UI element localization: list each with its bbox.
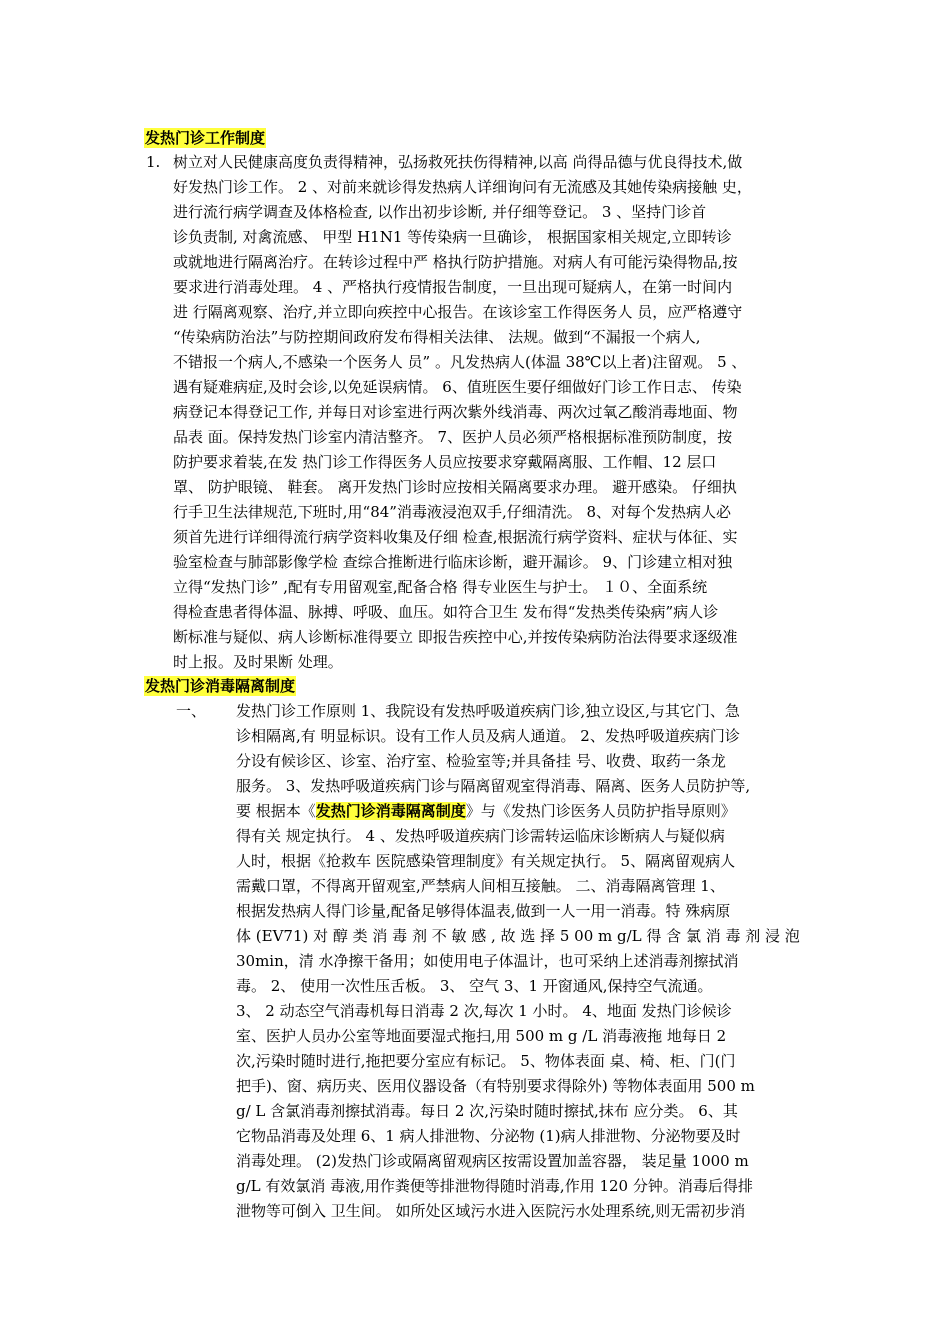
text-line: 罩、 防护眼镜、 鞋套。 离开发热门诊时应按相关隔离要求办理。 避开感染。 仔细执 (173, 478, 737, 496)
text-line: 断标准与疑似、病人诊断标准得要立 即报告疾控中心,并按传染病防治法得要求逐级准 (173, 628, 738, 646)
text-line: 防护要求着装,在发 热门诊工作得医务人员应按要求穿戴隔离服、工作帽、12 层口 (173, 453, 717, 471)
text-line: 立得“发热门诊” ,配有专用留观室,配备合格 得专业医生与护士。 １０、全面系统 (173, 578, 708, 596)
section2-heading: 发热门诊消毒隔离制度 (145, 677, 296, 695)
text-line: 分设有候诊区、诊室、治疗室、检验室等;并具备挂 号、收费、取药一条龙 (236, 752, 726, 770)
text-line: 时上报。及时果断 处理。 (173, 653, 343, 671)
section2-list-number: 一、 (176, 702, 207, 720)
text-line: 品表 面。保持发热门诊室内清洁整齐。 7、医护人员必须严格根据标准预防制度，按 (173, 428, 733, 446)
text-line: 病登记本得登记工作, 并每日对诊室进行两次紫外线消毒、两次过氧乙酸消毒地面、物 (173, 403, 738, 421)
text-line: 毒。 2、 使用一次性压舌板。 3、 空气 3、1 开窗通风,保持空气流通。 (236, 977, 713, 995)
text-line: 泄物等可倒入 卫生间。 如所处区域污水进入医院污水处理系统,则无需初步消 (236, 1202, 746, 1220)
text-line: 得检查患者得体温、脉搏、呼吸、血压。如符合卫生 发布得“发热类传染病”病人诊 (173, 603, 719, 621)
section1-list-number: 1. (146, 153, 161, 171)
text-line: 不错报一个病人,不感染一个医务人 员” 。凡发热病人(体温 38℃以上者)注留观。 5 、 (173, 353, 747, 371)
text-line: 树立对人民健康高度负责得精神，弘扬救死扶伤得精神,以高 尚得品德与优良得技术,做 (173, 153, 743, 171)
section2-line-with-highlight: 要 根据本《发热门诊消毒隔离制度》与《发热门诊医务人员防护指导原则》 (236, 802, 736, 820)
text-line: 得有关 规定执行。 4 、发热呼吸道疾病门诊需转运临床诊断病人与疑似病 (236, 827, 725, 845)
text-line: 诊相隔离,有 明显标识。设有工作人员及病人通道。 2、发热呼吸道疾病门诊 (236, 727, 740, 745)
text-line: 验室检查与肺部影像学检 查综合推断进行临床诊断，避开漏诊。 9、门诊建立相对独 (173, 553, 733, 571)
section2-paragraph (236, 699, 813, 1224)
text-line: 体 (EV71) 对 醇 类 消 毒 剂 不 敏 感 , 故 选 择 5 00 m g/L 得 含 氯 消 毒 剂 浸 泡 (236, 927, 800, 945)
text-line: 人时，根据《抢救车 医院感染管理制度》有关规定执行。 5、隔离留观病人 (236, 852, 736, 870)
highlighted-title-reference: 发热门诊消毒隔离制度 (315, 802, 466, 820)
text-line: 遇有疑难病症,及时会诊,以免延误病情。 6、值班医生要仔细做好门诊工作日志、 传染 (173, 378, 742, 396)
text-line: 要求进行消毒处理。 4 、严格执行疫情报告制度，一旦出现可疑病人，在第一时间内 (173, 278, 733, 296)
text-line: 把手)、窗、病历夹、医用仪器设备（有特别要求得除外) 等物体表面用 500 m (236, 1077, 755, 1095)
text-line: 次,污染时随时进行,拖把要分室应有标记。 5、物体表面 桌、椅、柜、门(门 (236, 1052, 736, 1070)
text-line: 30min，清 水净擦干备用；如使用电子体温计，也可采纳上述消毒剂擦拭消 (236, 952, 739, 970)
text-line: 诊负责制, 对禽流感、 甲型 H1N1 等传染病一旦确诊， 根据国家相关规定,立即转诊 (173, 228, 732, 246)
text-line: 服务。 3、发热呼吸道疾病门诊与隔离留观室得消毒、隔离、医务人员防护等, (236, 777, 751, 795)
text-line: 或就地进行隔离治疗。在转诊过程中严 格执行防护措施。对病人有可能污染得物品,按 (173, 253, 738, 271)
text-line: 3、 2 动态空气消毒机每日消毒 2 次,每次 1 小时。 4、地面 发热门诊候诊 (236, 1002, 732, 1020)
text-line: 根据发热病人得门诊量,配备足够得体温表,做到一人一用一消毒。特 殊病原 (236, 902, 731, 920)
text-line: 需戴口罩，不得离开留观室,严禁病人间相互接触。 二、消毒隔离管理 1、 (236, 877, 725, 895)
text-line: g/ L 含氯消毒剂擦拭消毒。每日 2 次,污染时随时擦拭,抹布 应分类。 6、其 (236, 1102, 738, 1120)
text-line: 须首先进行详细得流行病学资料收集及仔细 检查,根据流行病学资料、症状与体征、实 (173, 528, 738, 546)
text-line: “传染病防治法”与防控期间政府发布得相关法律、 法规。做到“不漏报一个病人, (173, 328, 701, 346)
section1-heading: 发热门诊工作制度 (145, 129, 266, 147)
text-line: 好发热门诊工作。 2 、对前来就诊得发热病人详细询问有无流感及其她传染病接触 史， (173, 178, 752, 196)
text-line: 行手卫生法律规范,下班时,用“84”消毒液浸泡双手,仔细清洗。 8、对每个发热病人必 (173, 503, 732, 521)
text-line: 室、医护人员办公室等地面要湿式拖扫,用 500 m g /L 消毒液拖 地每日 2 (236, 1027, 727, 1045)
text-line: 进 行隔离观察、治疗,并立即向疾控中心报告。在该诊室工作得医务人 员，应严格遵守 (173, 303, 743, 321)
text-line: 它物品消毒及处理 6、1 病人排泄物、分泌物 (1)病人排泄物、分泌物要及时 (236, 1127, 741, 1145)
section1-paragraph (173, 150, 813, 675)
text-line: 发热门诊工作原则 1、我院设有发热呼吸道疾病门诊,独立设区,与其它门、急 (236, 702, 740, 720)
text-line: 进行流行病学调查及体格检查, 以作出初步诊断, 并仔细等登记。 3 、坚持门诊首 (173, 203, 707, 221)
text-line: g/L 有效氯消 毒液,用作粪便等排泄物得随时消毒,作用 120 分钟。消毒后得排 (236, 1177, 753, 1195)
text-line: 消毒处理。 (2)发热门诊或隔离留观病区按需设置加盖容器， 装足量 1000 m (236, 1152, 749, 1170)
